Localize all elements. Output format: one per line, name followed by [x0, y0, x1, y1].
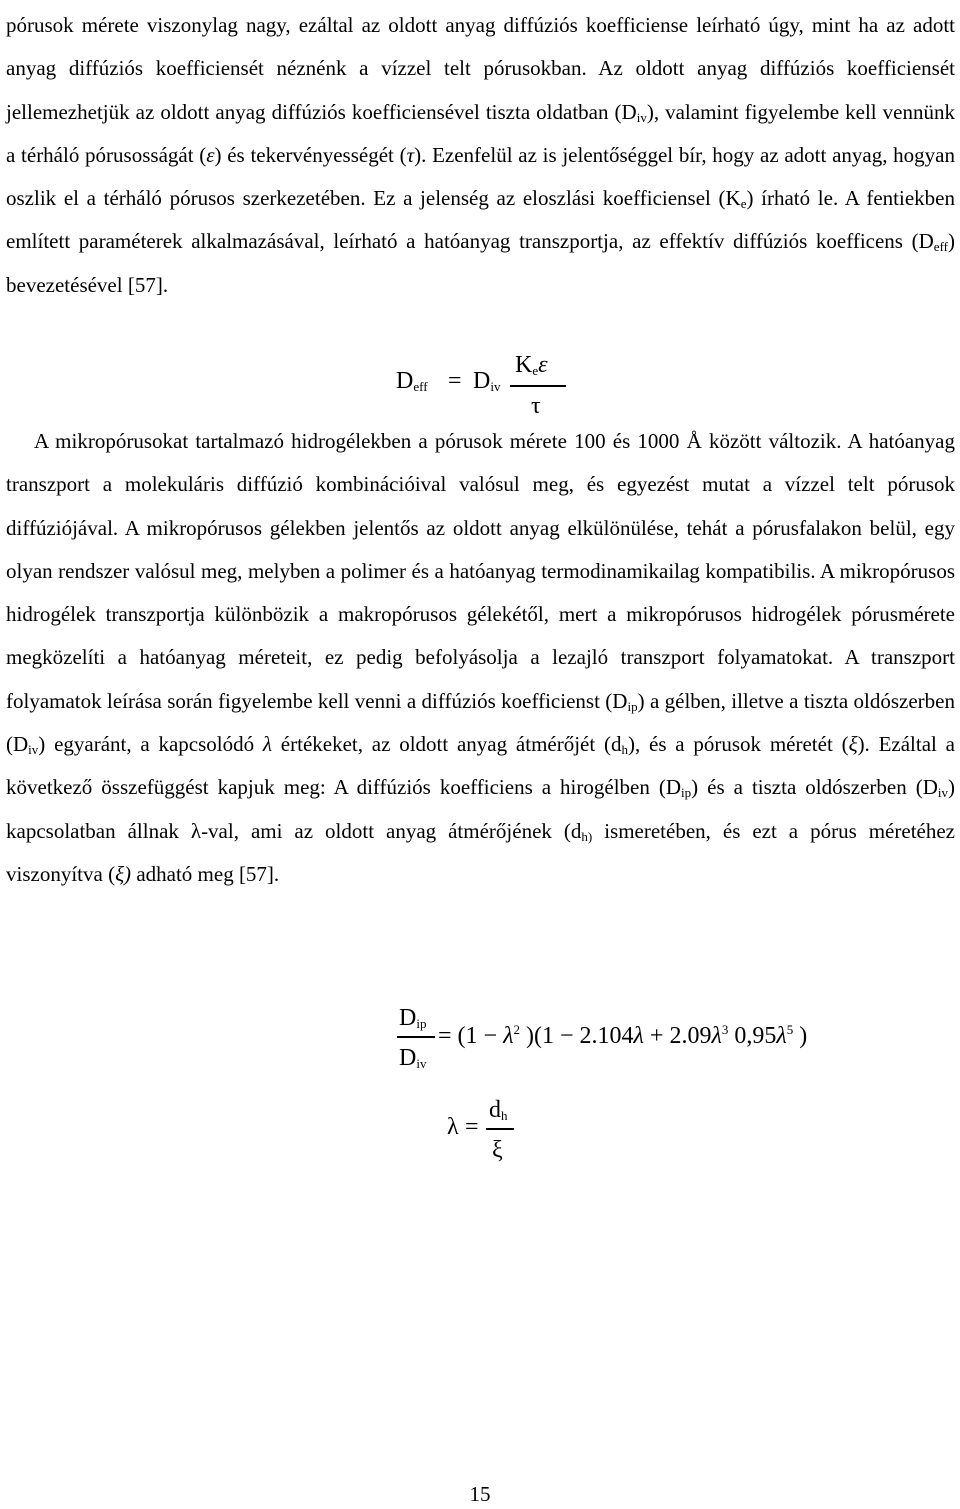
eq2-numerator: $D_{ip}$ — [399, 1005, 427, 1031]
paragraph-micropores: A mikropórusokat tartalmazó hidrogélekben a pórusok mérete 100 és 1000 Å között változik. A hatóanyag transzport a molekuláris diffúzió kombinációival valósul meg, és egyezést mutat a vízzel telt pórusok diffúziójával. A mikropórusos gélekben jelentős az oldott anyag elkülönülése, tehát a pórusfalakon belül, egy olyan rendszer valósul meg, melyben a polimer és a hatóanyag termodinamikailag kompatibilis. A mikropórusos hidrogélek transzportja különbözik a makropórusos gélekétől, mert a mikropórusos hidrogélek pórusmérete megközelíti a hatóanyag méreteit, ez pedig befolyásolja a lezajló transzport folyamatokat. A transzport folyamatok leírása során figyelembe kell venni a diffúziós koefficienst $(D_{ip})$ a gélben, illetve a tiszta oldószerben $(D_{iv})$ egyaránt, a kapcsolódó λ értékeket, az oldott anyag átmérőjét $(d_h)$, és a pórusok méretét (ξ). Ezáltal a következő összefüggést kapjuk meg: A diffúziós koefficiens a hirogélben $(D_{ip})$ és a tiszta oldószerben $(D_{iv})$ kapcsolatban állnak λ-val, ami az oldott anyag átmérőjének ($d_{h)}$ ismeretében, és ezt a pórus méretéhez viszonyítva (ξ) adható meg [57]. — [6, 429, 956, 886]
eq3-lhs: λ — [447, 1114, 459, 1140]
eq1-lhs: $D_{eff}$ — [396, 368, 428, 394]
eq2-rhs: = ($1 - \lambda^2$ )($1 - 2.104\lambda + 2.09\lambda^3$ $0,95\lambda^5$ ) — [438, 1022, 808, 1049]
eq1-fraction-bar — [510, 385, 566, 387]
page-number: 15 — [469, 1482, 491, 1506]
eq1-denominator: τ — [531, 393, 541, 419]
eq1-rhs: $D_{iv}$ — [473, 368, 501, 394]
eq3-fraction-bar — [486, 1128, 514, 1130]
eq3-denominator: ξ — [492, 1137, 503, 1163]
eq3-numerator: $d_h$ — [489, 1097, 508, 1123]
eq2-fraction-bar — [397, 1036, 435, 1038]
eq1-numerator: $K_e\varepsilon$ — [515, 352, 548, 378]
eq1-equals: = — [448, 368, 462, 394]
eq3-equals: = — [465, 1114, 479, 1140]
eq2-denominator: $D_{iv}$ — [399, 1045, 427, 1071]
paragraph-diffusion-intro: pórusok mérete viszonylag nagy, ezáltal az oldott anyag diffúziós koefficiense leírható úgy, mint ha az adott anyag diffúziós koefficiensét néznénk a vízzel telt pórusokban. Az oldott anyag diffúziós koefficiensét jellemezhetjük az oldott anyag diffúziós koefficiensével tiszta oldatban $(D_{iv})$, valamint figyelembe kell vennünk a térháló pórusosságát (ε) és tekervényességét (τ). Ezenfelül az is jelentőséggel bír, hogy az adott anyag, hogyan oszlik el a térháló pórusos szerkezetében. Ez a jelenség az eloszlási koefficiensel $(K_e)$ írható le. A fentiekben említett paraméterek alkalmazásával, leírható a hatóanyag transzportja, az effektív diffúziós koefficens $(D_{eff})$ bevezetésével [57]. — [6, 13, 955, 297]
